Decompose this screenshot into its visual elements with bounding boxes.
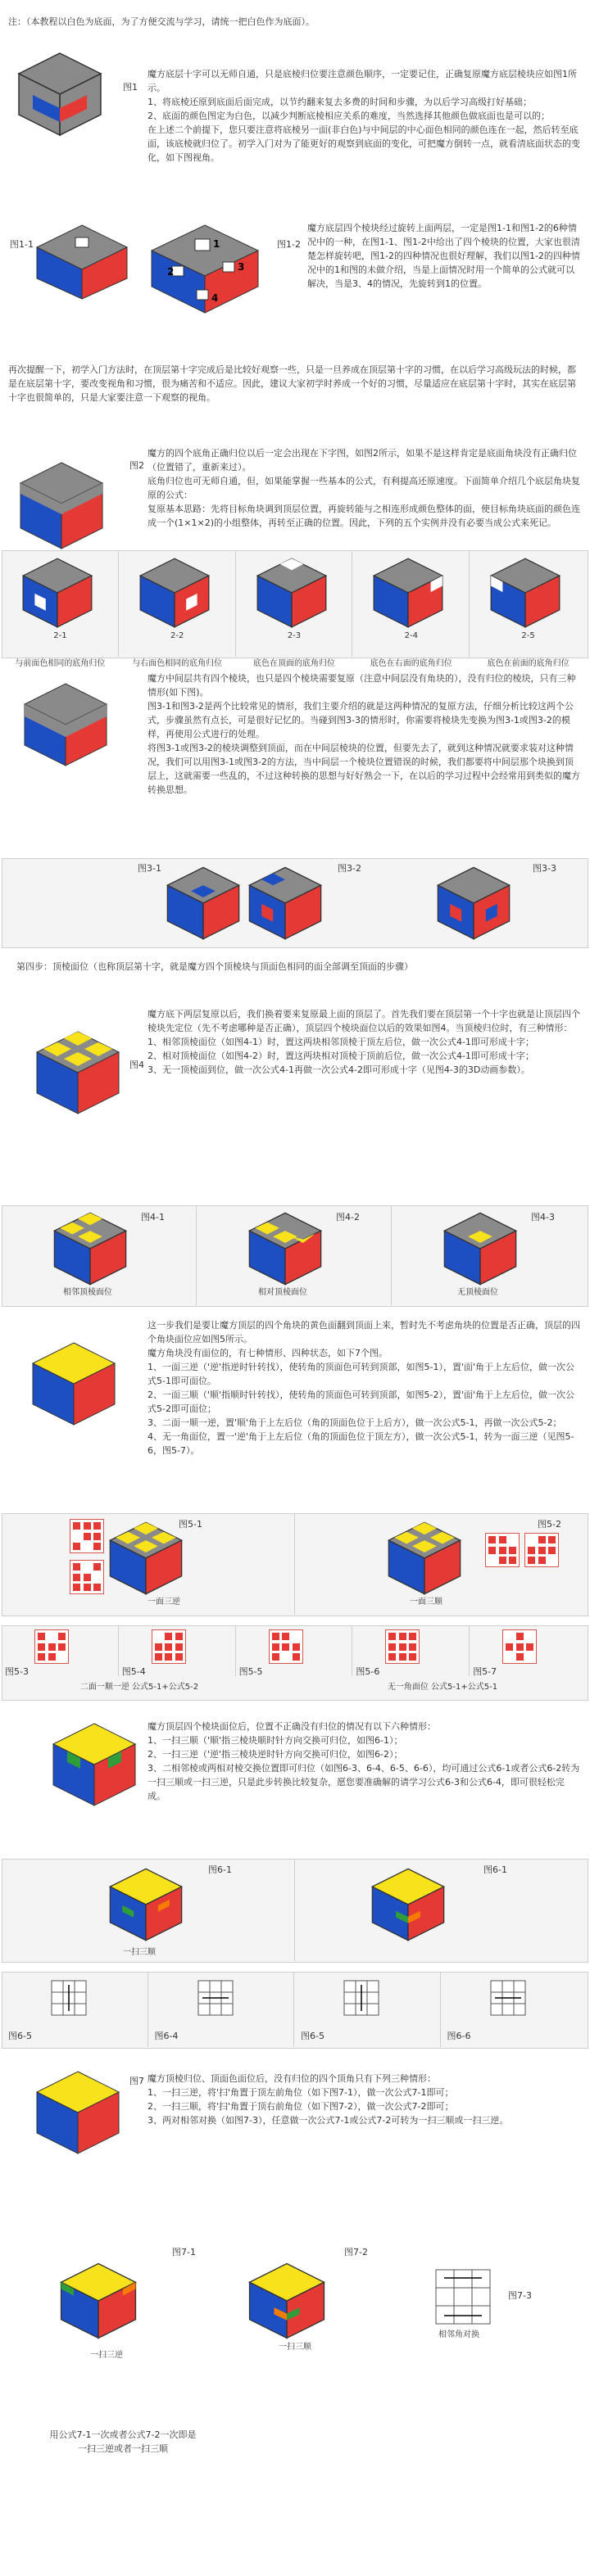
step4-para-2: 1、相邻顶棱面位（如图4-1）时，置这两块相邻顶棱于顶左后位，做一次公式4-1即可形成十字；	[148, 1037, 534, 1048]
svg-text:4: 4	[211, 292, 219, 304]
step6-1-cube	[107, 1865, 185, 1944]
step6-diagram-4	[490, 1980, 526, 2016]
step3-cube-3	[434, 864, 513, 942]
fig3-3-label: 图3-3	[533, 863, 556, 874]
step5-1-cube	[107, 1519, 185, 1598]
step6-text	[148, 1720, 582, 1803]
step4-fig-caption: 相邻顶棱面位	[63, 1288, 112, 1297]
step4-fig-label: 图4-3	[531, 1212, 555, 1222]
step7-2-cube	[246, 2260, 328, 2342]
step5-fig-label: 图5-3	[5, 1666, 29, 1677]
fig7-1-label: 图7-1	[172, 2247, 196, 2257]
step6-2-cube	[369, 1865, 447, 1944]
step6-para-2: 1、一扫三顺（'顺'指三棱块顺时针方向交换可归位，如图6-1）；	[148, 1735, 403, 1747]
step4-para-3: 2、相对顶棱面位（如图4-2）时，置这两块相对顶棱于顶前后位，做一次公式4-1即可形成十字；	[148, 1051, 534, 1062]
step6-para-1: 魔方顶层四个棱块面位后，位置不正确没有归位的情况有以下六种情形：	[148, 1721, 436, 1732]
step2-cube-4	[370, 555, 446, 630]
step6-fig-label: 图6-6	[447, 2031, 471, 2041]
cube-figure-1	[15, 49, 105, 139]
step4-cube-1	[51, 1209, 129, 1288]
step2-cube-3	[254, 555, 329, 630]
cube-figure-3	[20, 680, 111, 770]
fig7-2-label: 图7-2	[344, 2247, 368, 2257]
step7-para-2: 1、一扫三逆，将'扫'角置于顶左前角位（如下图7-1），做一次公式7-1即可；	[148, 2087, 454, 2099]
step4-text	[148, 1007, 582, 1077]
svg-text:1: 1	[213, 238, 220, 250]
step4-fig-label: 图4-2	[336, 1212, 360, 1222]
step5-diagram-7	[502, 1629, 537, 1664]
step5-diagram-5	[269, 1629, 303, 1664]
fig5-2-label: 图5-2	[538, 1519, 561, 1530]
step4-para-4: 3、无一顶棱面到位，做一次公式4-1再做一次公式4-2即可形成十字（见图4-3的3D动画参数）。	[148, 1064, 530, 1076]
step2-fig-label: 2-2	[170, 631, 184, 640]
step5-2-diagram-b	[524, 1533, 559, 1567]
step4-fig-label: 图4-1	[141, 1212, 165, 1222]
step5-diagram-6	[385, 1629, 420, 1664]
cube-figure-4	[33, 1028, 123, 1118]
fig7-1-caption: 一扫三逆	[90, 2351, 123, 2360]
step5-fig-label: 图5-6	[356, 1666, 380, 1677]
step5-para-5: 3、二面一顺一逆，置'顺'角于上左后位（角的顶面色位于上后方），做一次公式5-1，再做一次公式5-2；	[148, 1417, 562, 1429]
step3-text	[148, 671, 582, 797]
fig7-2-caption: 一扫三顺	[279, 2343, 311, 2352]
transition-note: 再次提醒一下，初学入门方法时，在顶层第十字完成后是比较好观察一些，只是一旦养成在顶层第十字的习惯，在以后学习高级玩法的时候，都是在底层第十字，要改变视角和习惯，很为痛苦和不适应。因此，建议大家初学时养成一个好的习惯，尽量适应在底层第十字时，其实在底层第十字也很简单的，只是大家要注意一下观察的视角。	[8, 364, 576, 404]
step7-para-1: 魔方顶棱归位、顶面色面位后，没有归位的四个顶角只有下列三种情形：	[148, 2073, 436, 2084]
fig5-1-label: 图5-1	[179, 1519, 202, 1530]
intro-fig12-text: 魔方底层四个棱块经过旋转上面两层，一定是图1-1和图1-2的6种情况中的一种，在图1-1、图1-2中给出了四个棱块的位置，大家也很清楚怎样旋转吧，图1-2的四种情况也很好理解，我们以图1-2的四种情况中的1和图的未做介绍，当是上面情况时用一个简单的公式就可以解决，当是3、4的情况，先旋转到1的位置。	[307, 223, 580, 290]
step2-fig-caption: 与前面色相同的底角归位	[15, 659, 106, 668]
step5-1-diagram-b	[70, 1560, 104, 1594]
step5-bottom-caption: 无一角面位 公式5-1+公式5-1	[387, 1683, 498, 1692]
cube-figure-1-1	[33, 221, 131, 303]
intro-fig1-text	[148, 67, 582, 165]
fig6-1-label: 图6-1	[208, 1864, 232, 1875]
step2-fig-label: 2-3	[287, 631, 302, 640]
fig6-1-caption: 一扫三顺	[123, 1948, 156, 1957]
step2-fig-caption: 与右面色相同的底角归位	[132, 659, 223, 668]
cube-figure-2	[16, 459, 107, 557]
step2-fig-caption: 底色在右面的底角归位	[370, 659, 452, 668]
step3-cube-2	[246, 864, 324, 942]
intro-para-1: 魔方底层十字可以无师自通，只是底棱归位要注意颜色顺序，一定要记住，正确复原魔方底层棱块应如图1所示。	[148, 69, 577, 94]
fig3-2-label: 图3-2	[338, 863, 361, 874]
step2-para-2: 底角归位也可无师自通，但，如果能掌握一些基本的公式，有利提高还原速度。下面简单介绍几个底层角块复原的公式：	[148, 476, 580, 501]
step5-para-2: 魔方角块没有面位的，有七种情形、四种状态，如下7个图。	[148, 1348, 388, 1359]
fig7-3-label: 图7-3	[508, 2290, 532, 2301]
fig7-3-caption: 相邻角对换	[438, 2330, 479, 2339]
fig5-2-caption: 一面三顺	[410, 1598, 442, 1607]
step7-1-cube	[57, 2260, 139, 2342]
step5-fig-label: 图5-5	[238, 1666, 263, 1677]
step7-para-3: 2、一扫三顺，将'扫'角置于顶右前角位（如下图7-2），做一次公式7-2即可；	[148, 2101, 454, 2113]
svg-text:2: 2	[167, 266, 175, 278]
step3-para-1: 魔方中间层共有四个棱块，也只是四个棱块需要复原（注意中间层没有角块的），没有归位的棱块，只有三种情形(如下图)。	[148, 673, 576, 698]
step5-fig-label: 图5-7	[473, 1666, 497, 1677]
fig4-label: 图4	[129, 1060, 144, 1070]
step6-diagram-3	[343, 1980, 379, 2016]
step2-fig-caption: 底色在前面的底角归位	[487, 659, 570, 668]
fig6-1b-label: 图6-1	[483, 1864, 507, 1875]
step2-cube-5	[488, 555, 563, 630]
step5-para-1: 这一步我们是要让魔方顶层的四个角块的黄色面翻到顶面上来，暂时先不考虑角块的位置是否正确，顶层的四个角块面位应如图5所示。	[148, 1320, 580, 1345]
step5-para-3: 1、一面三逆（'逆'指逆时针转找），使转角的顶面色可转到顶部，如图5-1），置'面'角于上左后位，做一次公式5-1即可面位。	[148, 1362, 575, 1387]
step2-fig-label: 2-5	[521, 631, 535, 640]
step2-fig-label: 2-4	[404, 631, 418, 640]
step4-para-1: 魔方底下两层复原以后，我们换着要来复原最上面的顶层了。首先我们要在顶层第一个十字也就是让顶层四个棱块先定位（先不考虑哪种是否正确），顶层四个棱块面位以后的效果如图4。当顶棱归位时，有三种情形：	[148, 1009, 580, 1034]
step6-fig-label: 图6-5	[8, 2031, 32, 2041]
cube-figure-5	[29, 1339, 119, 1429]
step4-fig-caption: 相对顶棱面位	[258, 1288, 307, 1297]
step5-diagram-4	[152, 1629, 186, 1664]
fig1-label: 图1	[123, 82, 138, 93]
step2-para-3: 复原基本思路：先将目标角块调到顶层位置，再旋转能与之相连形成颜色整体的面，使目标角块底面的颜色连成一个(1×1×2)的小组整体，再转至正确的位置。因此，下列的五个实例并没有必要当成公式来死记。	[148, 504, 580, 529]
cube-figure-1-2	[148, 221, 262, 319]
step3-para-3: 将图3-1或图3-2的棱块调整到顶面，而在中间层棱块的位置，但要先去了，就到这种情况就要求装对这种情况，我们可以用图3-1或图3-2的方法，当中间层一个棱块位置错误的时候，我们都要将中间层那个块换到顶层上，这就需要一些乱的，不过这种转换的思想与好好熟会一下，在以后的学习过程中会经常用到类似的魔方转换思想。	[148, 743, 580, 796]
fig3-1-label: 图3-1	[138, 863, 161, 874]
fig12-label: 图1-2	[277, 239, 301, 250]
fig2-label: 图2	[129, 460, 144, 471]
step5-text	[148, 1318, 582, 1457]
intro-para-2: 1、将底棱还原到底面后面完成，以节约翻来复去多费的时间和步骤，为以后学习高级打好基础；	[148, 97, 532, 108]
step4-fig-caption: 无顶棱面位	[457, 1288, 498, 1297]
step5-fig-label: 图5-4	[121, 1666, 146, 1677]
step2-para-1: 魔方的四个底角正确归位以后一定会出现在下字图，如图2所示，如果不是这样肯定是底面角块没有正确归位（位置错了，重新来过）。	[148, 448, 577, 473]
step3-cube-1	[164, 864, 243, 942]
cube-figure-6	[49, 1720, 139, 1810]
fig11-label: 图1-1	[10, 239, 34, 250]
step7-final-note: 用公式7-1一次或者公式7-2一次即是一扫三逆或者一扫三顺	[49, 2429, 197, 2455]
intro-para-4: 在上述二个前提下，您只要注意将底棱另一面(非白色)与中间层的中心面色相同的颜色连在一起，然后转至底面，该底棱就归位了。初学入门对为了能更好的观察到底面的变化，可把魔方倒转一点，就看清底面状态的变化，如下图视角。	[148, 124, 580, 164]
step5-diagram-3	[34, 1629, 69, 1664]
step5-para-4: 2、一面三顺（'顺'指顺时针转找），使转角的顶面色可转到顶部，如图5-2），置'面'角于上左后位，做一次公式5-2即可面位；	[148, 1390, 575, 1415]
step7-para-4: 3、两对相邻对换（如图7-3），任意做一次公式7-1或公式7-2可转为一扫三顺或一扫三逆。	[148, 2115, 509, 2126]
step2-fig-label: 2-1	[53, 631, 67, 640]
step6-diagram-2	[197, 1980, 234, 2016]
step6-para-4: 3、二相邻棱或两相对棱交换位置即可归位（如图6-3、6-4、6-5、6-6），均可通过公式6-1或者公式6-2转为一扫三顺或一扫三逆，只是此步转换比较复杂，愿您要准确解的请学习公式6-3和公式6-4，即可很轻松完成。	[148, 1763, 580, 1802]
step5-para-6: 4、无一角面位，置一'逆'角于上左后位（角的顶面色位于顶左方），做一次公式5-1，转为一面三逆（见图5-6，图5-7）。	[148, 1431, 574, 1457]
step4-cube-2	[246, 1209, 324, 1288]
intro-note: 注：（本教程以白色为底面，为了方便交流与学习，请统一把白色作为底面）。	[8, 16, 315, 27]
step4-cube-3	[441, 1209, 520, 1288]
step2-text	[148, 446, 582, 530]
step7-text	[148, 2072, 582, 2127]
step3-para-2: 图3-1和图3-2是两个比较常见的情形，我们主要介绍的就是这两种情况的复原方法，仔细分析比较这两个公式，步骤虽然有点长，可是很好记忆的。当碰到图3-3的情形时，你需要将棱块先变换为图3-1或图3-2的模样，再使用公式进行的处理。	[148, 701, 574, 740]
step7-3-diagram	[434, 2268, 492, 2325]
step2-cube-1	[20, 555, 95, 630]
step5-1-diagram-a	[70, 1519, 104, 1553]
step6-fig-label: 图6-5	[301, 2031, 324, 2041]
step2-fig-caption: 底色在顶面的底角归位	[252, 659, 335, 668]
fig7-label: 图7	[129, 2076, 144, 2086]
step5-2-diagram-a	[485, 1533, 520, 1567]
step5-bottom-caption: 二面一顺一逆 公式5-1+公式5-2	[79, 1683, 199, 1692]
step6-para-3: 2、一扫三逆（'逆'指三棱块逆时针方向交换可归位，如图6-2）；	[148, 1749, 403, 1760]
svg-text:3: 3	[238, 261, 245, 273]
step5-2-cube	[385, 1519, 464, 1598]
intro-para-3: 2、底面的颜色图定为白色，以减少判断底棱相应关系的难度，当然选择其他颜色做底面也是可以的；	[148, 111, 550, 122]
cube-figure-7	[33, 2068, 123, 2158]
step4-title: 第四步：顶棱面位（也称顶层第十字，就是魔方四个顶棱块与顶面色相同的面全部调至顶面的步骤）	[16, 961, 413, 972]
fig5-1-caption: 一面三逆	[148, 1598, 180, 1607]
step6-diagram-1	[51, 1980, 87, 2016]
step6-fig-label: 图6-4	[154, 2031, 179, 2041]
step2-cube-2	[137, 555, 212, 630]
